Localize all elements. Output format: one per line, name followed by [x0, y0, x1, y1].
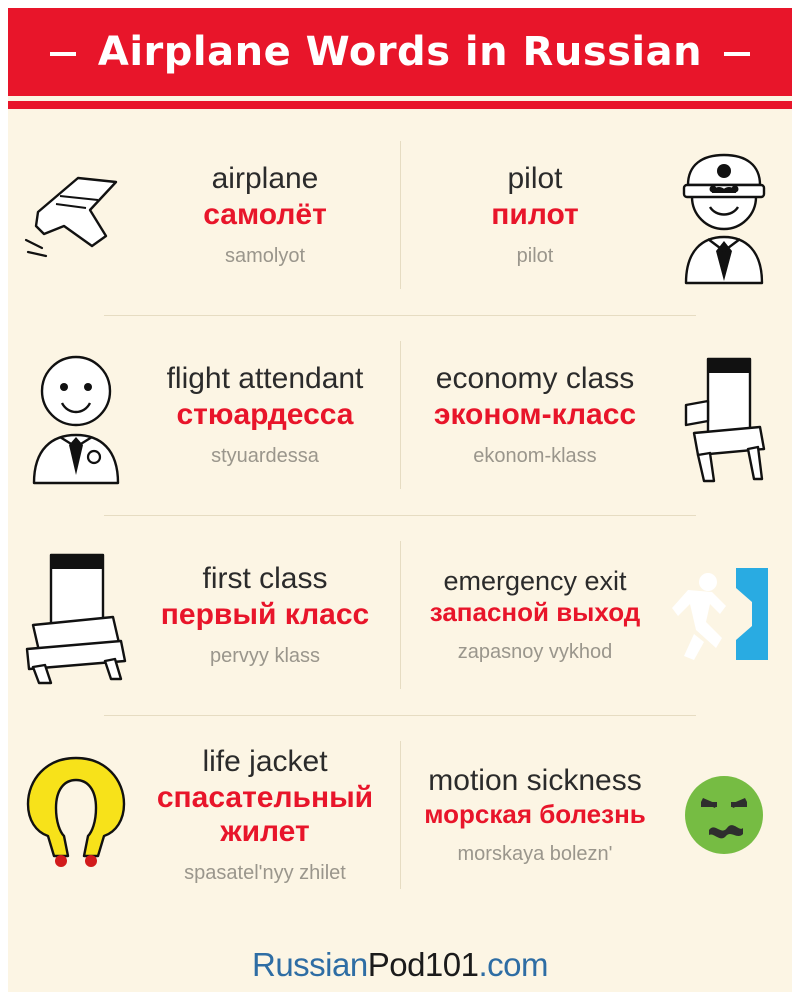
word-grid	[8, 109, 792, 915]
romanization: ekonom-klass	[473, 445, 597, 468]
word-row	[8, 515, 792, 715]
word-cell-pilot	[400, 115, 792, 315]
russian-word: самолёт	[203, 197, 327, 231]
english-word: airplane	[211, 162, 319, 196]
word-cell-economy-class	[400, 315, 792, 515]
english-word: economy class	[435, 362, 635, 396]
word-text-economy-class	[406, 362, 664, 468]
word-row	[8, 115, 792, 315]
word-cell-motion-sickness	[400, 715, 792, 915]
english-word: motion sickness	[428, 764, 642, 798]
russian-word: спасательный жилет	[156, 781, 374, 848]
word-text-emergency-exit	[406, 566, 664, 664]
russian-word: первый класс	[160, 597, 370, 631]
airplane-icon	[16, 140, 136, 290]
brand-part-russian: Russian	[251, 946, 368, 983]
word-text-flight-attendant	[136, 362, 394, 468]
word-cell-first-class	[8, 515, 400, 715]
life-jacket-icon	[16, 740, 136, 890]
english-word: emergency exit	[443, 566, 627, 597]
emergency-exit-icon	[664, 540, 784, 690]
word-row	[8, 715, 792, 915]
romanization: pilot	[516, 245, 554, 268]
word-cell-airplane	[8, 115, 400, 315]
poster-inner	[8, 8, 792, 992]
brand-part-pod101: Pod101	[367, 946, 479, 983]
english-word: flight attendant	[166, 362, 364, 396]
word-row	[8, 315, 792, 515]
word-cell-emergency-exit	[400, 515, 792, 715]
word-text-first-class	[136, 562, 394, 668]
russian-word: пилот	[491, 197, 579, 231]
brand-logo[interactable]	[8, 946, 792, 984]
russian-word: морская болезнь	[424, 799, 646, 830]
english-word: life jacket	[202, 745, 328, 779]
romanization: pervyy klass	[209, 645, 321, 668]
flight-attendant-icon	[16, 340, 136, 490]
english-word: first class	[202, 562, 328, 596]
word-text-life-jacket	[136, 745, 394, 884]
romanization: styuardessa	[211, 445, 319, 468]
english-word: pilot	[507, 162, 563, 196]
first-class-seat-icon	[16, 540, 136, 690]
word-text-motion-sickness	[406, 764, 664, 865]
romanization: morskaya bolezn'	[457, 843, 613, 866]
dash-right-icon	[724, 52, 750, 56]
footer	[8, 946, 792, 984]
sick-face-icon	[664, 740, 784, 890]
romanization: spasatel'nyy zhilet	[184, 862, 346, 885]
brand-part-domain: .com	[478, 946, 549, 983]
word-text-airplane	[136, 162, 394, 268]
economy-seat-icon	[664, 340, 784, 490]
page-title: Airplane Words in Russian	[97, 29, 703, 75]
word-cell-flight-attendant	[8, 315, 400, 515]
romanization: zapasnoy vykhod	[457, 641, 613, 664]
romanization: samolyot	[224, 245, 306, 268]
russian-word: эконом-класс	[433, 397, 637, 431]
russian-word: запасной выход	[429, 597, 641, 628]
word-text-pilot	[406, 162, 664, 268]
russian-word: стюардесса	[176, 397, 354, 431]
header	[8, 8, 792, 96]
dash-left-icon	[50, 52, 76, 56]
word-cell-life-jacket	[8, 715, 400, 915]
header-underline	[8, 101, 792, 109]
pilot-icon	[664, 140, 784, 290]
